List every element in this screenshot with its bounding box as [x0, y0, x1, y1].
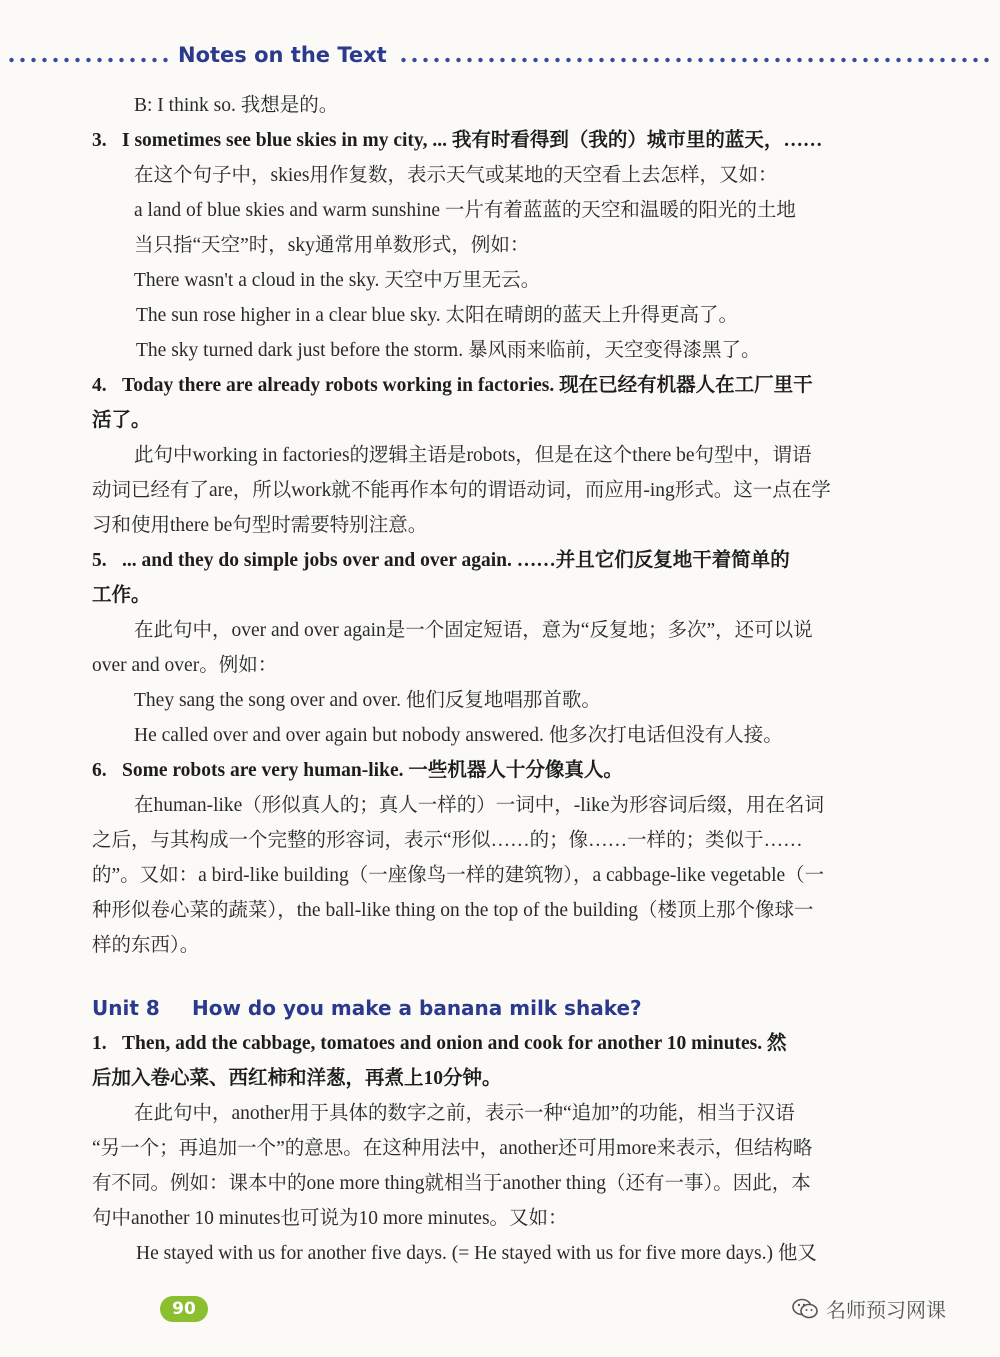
note-line: [92, 158, 938, 193]
note-text: over and over。例如：: [92, 655, 278, 676]
watermark-text: 名师预习网课: [826, 1298, 946, 1322]
note-line: [92, 438, 938, 473]
note-line: [92, 298, 938, 333]
note-text: 习和使用there be句型时需要特别注意。: [92, 515, 428, 536]
page-header: [0, 38, 1000, 78]
note-line: [92, 508, 938, 543]
wechat-icon: [792, 1298, 818, 1325]
note-text: The sky turned dark just before the storm. 暴风雨来临前，天空变得漆黑了。: [136, 340, 761, 361]
note-heading: [92, 1026, 938, 1061]
note-line: [92, 683, 938, 718]
note-text: 动词已经有了are，所以work就不能再作本句的谓语动词，而应用-ing形式。这一点在学: [92, 480, 831, 501]
note-text: 后加入卷心菜、西红柿和洋葱，再煮上10分钟。: [92, 1068, 502, 1089]
note-line: [92, 88, 938, 123]
note-text: Some robots are very human-like. 一些机器人十分像真人。: [122, 760, 623, 781]
note-line: [92, 1061, 938, 1096]
note-line: [92, 578, 938, 613]
note-line: [92, 788, 938, 823]
note-text: Today there are already robots working in factories. 现在已经有机器人在工厂里干: [122, 375, 813, 396]
page-body: [92, 88, 938, 1271]
note-line: [92, 263, 938, 298]
note-text: 的”。又如：a bird-like building（一座像鸟一样的建筑物），a cabbage-like vegetable（一: [92, 865, 825, 886]
note-heading: [92, 368, 938, 403]
note-text: 工作。: [92, 585, 151, 606]
note-text: 种形似卷心菜的蔬菜），the ball-like thing on the top of the building（楼顶上那个像球一: [92, 900, 814, 921]
note-line: [92, 928, 938, 963]
note-text: 有不同。例如：课本中的one more thing就相当于another thing（还有一事）。因此，本: [92, 1173, 811, 1194]
note-line: [92, 718, 938, 753]
note-text: a land of blue skies and warm sunshine 一片有着蓝蓝的天空和温暖的阳光的土地: [134, 200, 796, 221]
note-line: [92, 1096, 938, 1131]
note-text: Then, add the cabbage, tomatoes and onion and cook for another 10 minutes. 然: [122, 1033, 787, 1054]
note-line: [92, 823, 938, 858]
note-text: They sang the song over and over. 他们反复地唱那首歌。: [134, 690, 601, 711]
note-text: 此句中working in factories的逻辑主语是robots，但是在这个there be句型中，谓语: [134, 445, 812, 466]
unit-title: How do you make a banana milk shake?: [192, 996, 642, 1020]
note-line: [92, 473, 938, 508]
note-heading: [92, 123, 938, 158]
note-line: [92, 333, 938, 368]
notes-section-unit7: [92, 88, 938, 963]
watermark: [792, 1294, 946, 1322]
note-line: [92, 193, 938, 228]
note-text: 句中another 10 minutes也可说为10 more minutes。又如：: [92, 1208, 568, 1229]
notes-section-unit8: [92, 1026, 938, 1271]
note-number: 4.: [92, 375, 107, 396]
note-text: The sun rose higher in a clear blue sky. 太阳在晴朗的蓝天上升得更高了。: [136, 305, 739, 326]
note-heading: [92, 753, 938, 788]
note-text: 在此句中，over and over again是一个固定短语，意为“反复地；多次”，还可以说: [134, 620, 813, 641]
note-number: 5.: [92, 550, 107, 571]
unit-label: Unit 8: [92, 996, 160, 1020]
note-line: [92, 1131, 938, 1166]
note-line: [92, 228, 938, 263]
note-number: 1.: [92, 1033, 107, 1054]
note-line: [92, 1166, 938, 1201]
unit-heading: [92, 991, 938, 1026]
note-number: 6.: [92, 760, 107, 781]
note-line: [92, 613, 938, 648]
note-text: 在human-like（形似真人的；真人一样的）一词中，-like为形容词后缀，用在名词: [134, 795, 825, 816]
note-line: [92, 648, 938, 683]
note-number: 3.: [92, 130, 107, 151]
note-text: 在这个句子中，skies用作复数，表示天气或某地的天空看上去怎样，又如：: [134, 165, 778, 186]
note-line: [92, 403, 938, 438]
note-text: “另一个；再追加一个”的意思。在这种用法中，another还可用more来表示，但结构略: [92, 1138, 813, 1159]
header-title: Notes on the Text: [178, 43, 387, 67]
note-text: I sometimes see blue skies in my city, ... 我有时看得到（我的）城市里的蓝天，……: [122, 130, 823, 151]
note-text: 样的东西）。: [92, 935, 200, 956]
note-text: He stayed with us for another five days. (= He stayed with us for five more days.) 他又: [136, 1243, 817, 1264]
header-dots-left: [6, 57, 168, 63]
note-line: [92, 893, 938, 928]
note-heading: [92, 543, 938, 578]
note-text: 活了。: [92, 410, 151, 431]
note-line: [92, 858, 938, 893]
note-text: He called over and over again but nobody answered. 他多次打电话但没有人接。: [134, 725, 783, 746]
note-text: ... and they do simple jobs over and over again. ……并且它们反复地干着简单的: [122, 550, 790, 571]
note-line: [92, 1236, 938, 1271]
header-dots-right: [398, 57, 994, 63]
page-number-badge: 90: [160, 1296, 208, 1322]
note-text: 在此句中，another用于具体的数字之前，表示一种“追加”的功能，相当于汉语: [134, 1103, 795, 1124]
note-text: 当只指“天空”时，sky通常用单数形式，例如：: [134, 235, 530, 256]
note-line: [92, 1201, 938, 1236]
note-text: There wasn't a cloud in the sky. 天空中万里无云。: [134, 270, 541, 291]
note-text: 之后，与其构成一个完整的形容词，表示“形似……的；像……一样的；类似于……: [92, 830, 803, 851]
note-text: B: I think so. 我想是的。: [134, 95, 339, 116]
